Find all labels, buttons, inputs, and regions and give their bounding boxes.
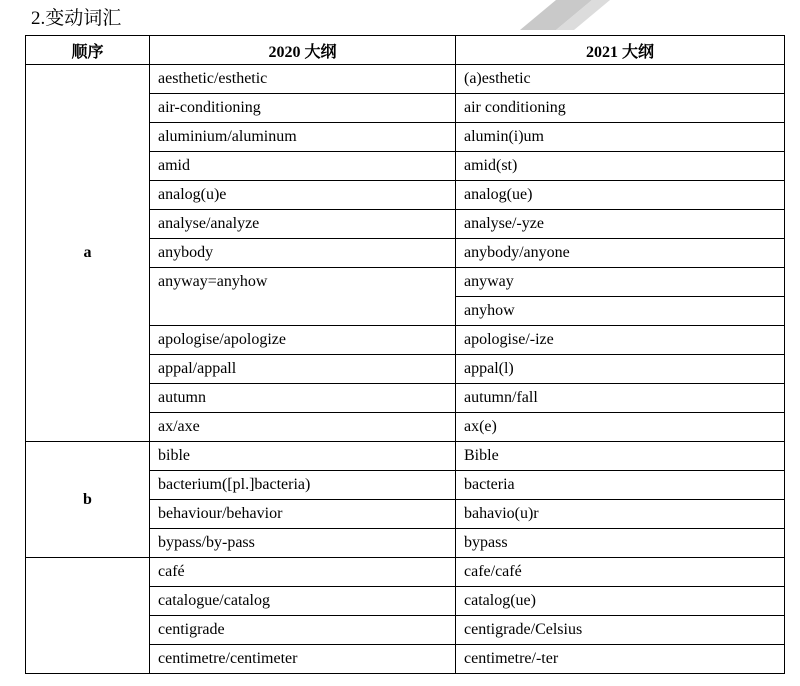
word-2020: analyse/analyze xyxy=(150,210,456,239)
word-2021: centigrade/Celsius xyxy=(456,616,785,645)
word-2021: cafe/café xyxy=(456,558,785,587)
word-2020: behaviour/behavior xyxy=(150,500,456,529)
word-2021: apologise/-ize xyxy=(456,326,785,355)
word-2021: bypass xyxy=(456,529,785,558)
word-2020: centimetre/centimeter xyxy=(150,645,456,674)
word-2021: anyway xyxy=(456,268,785,297)
word-2021: alumin(i)um xyxy=(456,123,785,152)
word-2021: anyhow xyxy=(456,297,785,326)
column-header-2021: 2021 大纲 xyxy=(456,36,785,65)
word-2020: bacterium([pl.]bacteria) xyxy=(150,471,456,500)
word-2021: Bible xyxy=(456,442,785,471)
word-2020: apologise/apologize xyxy=(150,326,456,355)
word-2020: aesthetic/esthetic xyxy=(150,65,456,94)
column-header-order: 顺序 xyxy=(26,36,150,65)
group-letter-a: a xyxy=(26,65,150,442)
group-letter-c xyxy=(26,558,150,674)
word-2021: bahavio(u)r xyxy=(456,500,785,529)
section-title: 2.变动词汇 xyxy=(31,8,122,29)
word-2021: centimetre/-ter xyxy=(456,645,785,674)
table-row xyxy=(26,65,785,94)
word-2020: café xyxy=(150,558,456,587)
word-2020: air-conditioning xyxy=(150,94,456,123)
table-header-row xyxy=(26,36,785,65)
word-2021: anybody/anyone xyxy=(456,239,785,268)
column-header-2020: 2020 大纲 xyxy=(150,36,456,65)
word-2020: catalogue/catalog xyxy=(150,587,456,616)
word-2020: analog(u)e xyxy=(150,181,456,210)
word-2021: air conditioning xyxy=(456,94,785,123)
word-2021: catalog(ue) xyxy=(456,587,785,616)
word-2020: appal/appall xyxy=(150,355,456,384)
word-2020: bible xyxy=(150,442,456,471)
word-2021: autumn/fall xyxy=(456,384,785,413)
word-2020: amid xyxy=(150,152,456,181)
word-2020: anybody xyxy=(150,239,456,268)
word-2021: amid(st) xyxy=(456,152,785,181)
table-row xyxy=(26,558,785,587)
table-row xyxy=(26,442,785,471)
word-2021: (a)esthetic xyxy=(456,65,785,94)
word-2020 xyxy=(150,297,456,326)
word-2020: aluminium/aluminum xyxy=(150,123,456,152)
word-2021: analyse/-yze xyxy=(456,210,785,239)
word-2021: ax(e) xyxy=(456,413,785,442)
vocabulary-change-table xyxy=(25,35,785,674)
word-2021: bacteria xyxy=(456,471,785,500)
group-letter-b: b xyxy=(26,442,150,558)
word-2020: bypass/by-pass xyxy=(150,529,456,558)
word-2020: centigrade xyxy=(150,616,456,645)
word-2021: analog(ue) xyxy=(456,181,785,210)
word-2020: autumn xyxy=(150,384,456,413)
word-2020: ax/axe xyxy=(150,413,456,442)
word-2020: anyway=anyhow xyxy=(150,268,456,297)
word-2021: appal(l) xyxy=(456,355,785,384)
